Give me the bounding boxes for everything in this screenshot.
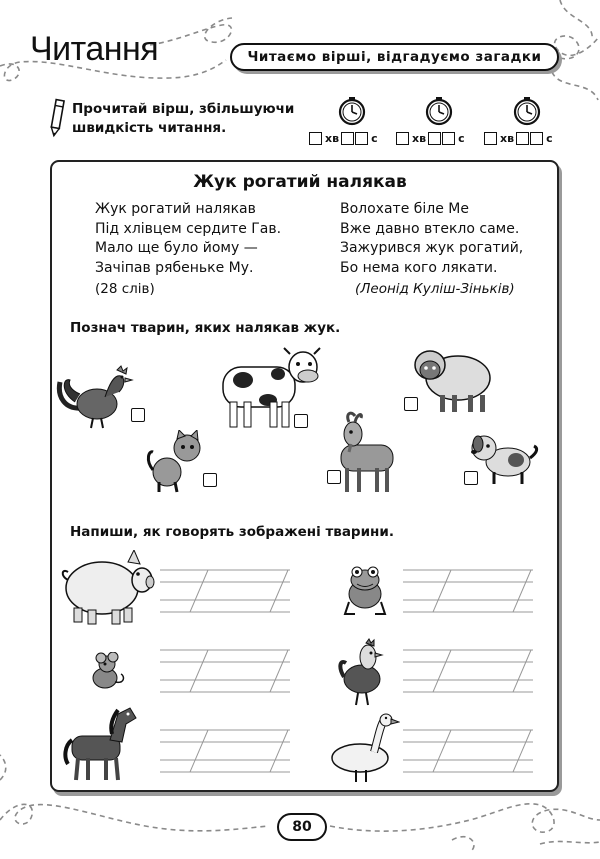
page-number-badge <box>277 813 327 841</box>
instruction-line-1: Прочитай вірш, збільшуючи <box>72 101 295 117</box>
writing-lines-mouse[interactable] <box>160 648 290 696</box>
goat-illustration <box>333 410 403 495</box>
seconds-label: с <box>546 132 553 145</box>
seconds-box-1[interactable] <box>428 132 441 145</box>
seconds-box-2[interactable] <box>355 132 368 145</box>
seconds-box-2[interactable] <box>442 132 455 145</box>
poem-left-column <box>95 200 281 278</box>
writing-lines-horse[interactable] <box>160 728 290 776</box>
checkbox-dog[interactable] <box>464 471 478 485</box>
minutes-box[interactable] <box>309 132 322 145</box>
minutes-box[interactable] <box>484 132 497 145</box>
writing-lines-rooster[interactable] <box>403 648 533 696</box>
reading-instruction <box>72 100 302 138</box>
poem-right-line-2: Вже давно втекло саме. <box>340 220 520 237</box>
poem-left-line-1: Жук рогатий налякав <box>95 201 256 217</box>
pig-illustration <box>60 550 155 625</box>
writing-lines-pig[interactable] <box>160 568 290 616</box>
poem-right-line-3: Зажурився жук рогатий, <box>340 240 524 256</box>
page-title: Читання <box>30 30 159 68</box>
poem-left-line-2: Під хлівцем сердите Гав. <box>95 220 282 237</box>
mouse-illustration <box>85 652 127 692</box>
writing-lines-frog[interactable] <box>403 568 533 616</box>
word-count: (28 слів) <box>95 281 155 297</box>
poem-left-line-3: Мало ще було йому — <box>95 240 258 256</box>
goose-illustration <box>328 712 400 787</box>
seconds-label: с <box>371 132 378 145</box>
timer-3 <box>480 94 565 150</box>
poem-title: Жук рогатий налякав <box>193 172 407 192</box>
poem-right-column <box>340 200 523 278</box>
checkbox-cat[interactable] <box>203 473 217 487</box>
stopwatch-icon <box>337 96 367 126</box>
page-number: 80 <box>292 819 312 835</box>
minutes-box[interactable] <box>396 132 409 145</box>
section-subtitle <box>230 43 559 71</box>
cat-illustration <box>145 430 210 495</box>
task-2-text: Напиши, як говорять зображені тварини. <box>70 524 394 540</box>
poem-author: (Леонід Куліш-Зіньків) <box>355 281 515 297</box>
timer-1 <box>305 94 390 150</box>
seconds-box-1[interactable] <box>516 132 529 145</box>
horse-illustration <box>62 700 142 782</box>
minutes-label: хв <box>412 132 427 145</box>
dog-illustration <box>468 430 540 486</box>
section-subtitle-text: Читаємо вірші, відгадуємо загадки <box>247 49 542 65</box>
rooster-illustration <box>55 362 135 432</box>
seconds-box-1[interactable] <box>341 132 354 145</box>
instruction-line-2: швидкість читання. <box>72 120 227 136</box>
frog-illustration <box>343 562 388 617</box>
sheep-illustration <box>408 340 493 415</box>
poem-right-line-1: Волохате біле Ме <box>340 201 469 217</box>
checkbox-sheep[interactable] <box>404 397 418 411</box>
task-1-text: Познач тварин, яких налякав жук. <box>70 320 341 336</box>
pencil-icon <box>48 98 66 138</box>
checkbox-goat[interactable] <box>327 470 341 484</box>
writing-lines-goose[interactable] <box>403 728 533 776</box>
minutes-label: хв <box>500 132 515 145</box>
poem-left-line-4: Зачіпав рябеньке Му. <box>95 259 254 276</box>
stopwatch-icon <box>512 96 542 126</box>
seconds-box-2[interactable] <box>530 132 543 145</box>
checkbox-rooster[interactable] <box>131 408 145 422</box>
checkbox-cow[interactable] <box>294 414 308 428</box>
stopwatch-icon <box>424 96 454 126</box>
poem-right-line-4: Бо нема кого лякати. <box>340 259 498 276</box>
timer-2 <box>392 94 477 150</box>
seconds-label: с <box>458 132 465 145</box>
minutes-label: хв <box>325 132 340 145</box>
rooster-illustration-2 <box>338 637 388 707</box>
